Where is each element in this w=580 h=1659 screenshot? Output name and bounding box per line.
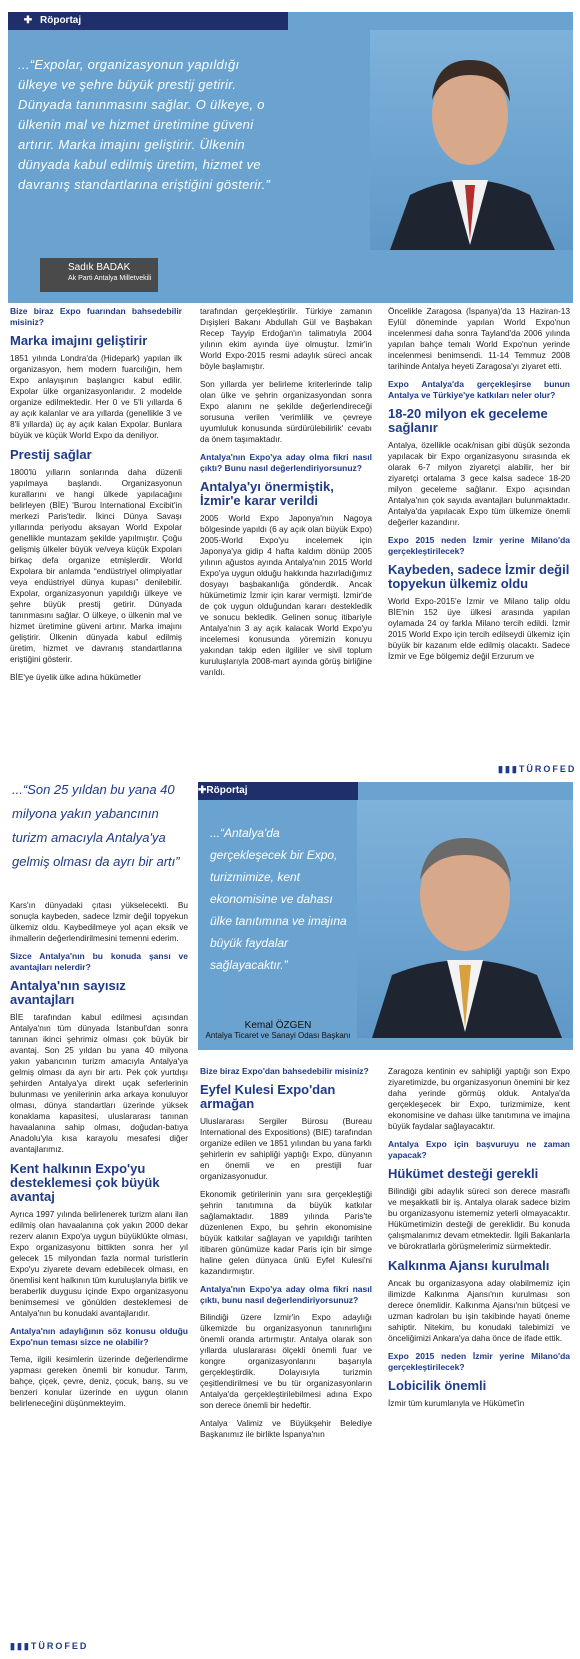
heading: Kaybeden, sadece İzmir değil topyekun ülkemiz oldu — [388, 562, 570, 591]
paragraph: Kars'ın dünyadaki çıtası yükselecekti. Bu sonuçla kaybeden, sadece İzmir değil topyekun ülkemiz oldu. Kaybedilmeye yol açan eksik ve ihmallerin değerlendirilmesini temenni ederim. — [10, 900, 188, 943]
section-tag-bar — [8, 12, 288, 30]
interview1-col2 — [200, 306, 372, 685]
paragraph: 1851 yılında Londra'da (Hidepark) yapılan ilk organizasyon, hem modern fuarcılığın, hem Expo anlayışının başlangıcı kabul edilir. Expolar ülke organizasyonlarıdır. 2 modelde organize edilmektedir. Her 0 ve 5'li yıllarda 6 ay açık kalanlar ve ara yıllarda (genellikle 3 ve 8'li yıllarda) üç ay açık kalan Expolar. Bunlara büyük ve küçük World Expo da deniliyor. — [10, 353, 182, 440]
interview2-col1 — [10, 900, 188, 1416]
question: Expo Antalya'da gerçekleşirse bunun Antalya ve Türkiye'ye katkıları neler olur? — [388, 379, 570, 400]
section-tag: Röportaj — [40, 15, 82, 26]
interviewee1-photo — [370, 30, 573, 250]
paragraph: BİE tarafından kabul edilmesi açısından Antalya'nın tüm dünyada İstanbul'dan sonra tanınan ikinci şehrimiz olması çok büyük bir avantaj. Son 25 yıldan bu yana 40 milyona yakın yabancının turizm amacıyla Antalya'ya gelmiş olması da ayrı bir artı. Pek çok yurtdışı şehirden Antalya'ya direkt uçak seferlerinin bulunması ve yenilerinin arka arkaya konuluyor olması, dünya standartları üzerinde yüksek konaklama kapasitesi, uluslararası tanınan havaalanına sahip olması, doğudan-batıya Anadolu'yla kısa karayolu mesafesi diğer avantajlarımız. — [10, 1012, 188, 1154]
interviewee2-title: Antalya Ticaret ve Sanayi Odası Başkanı — [205, 1031, 351, 1040]
interview1-col3 — [388, 306, 570, 669]
question: Antalya Expo için başvuruyu ne zaman yapacak? — [388, 1139, 570, 1160]
paragraph: Tema, ilgili kesimlerin üzerinde değerlendirme yapması gereken önemli bir konudur. Tarım, bahçe, çiçek, çevre, deniz, çocuk, barış, su ve benzeri konular üzerinde en uygun olanın belirleneceğini düşünmekteyim. — [10, 1354, 188, 1408]
paragraph: Bilindiği üzere İzmir'in Expo adaylığı ülkemizde bu organizasyonun tanınırlığını önemli oranda artırmıştır. Antalya olarak son yıllarda uluslararası ölçekli önemli fuar ve kongre organizasyonlarını başarıyla gerçekleştirdik. Dolayısıyla turizmin çeşitlendirilmesi ve bu tür organizasyonların Antalya'da gerçekleştirilebilmesi adına Expo son derece önemli bir hedeftir. — [200, 1312, 372, 1410]
paragraph: 1800'lü yılların sonlarında daha düzenli yapılmaya başlandı. Organizasyonun kurallarını ve hangi ülkede yapılacağını belirleyen (BİE) 'Burou International Excibit'in merkezi Paris'tedir. İkinci Dünya Savaşı yıllarında periyodu aksayan World Expolar genellikle muntazam şekilde yapılmıştır. Çoğu gelişmiş ülkeler büyük ve/veya küçük Expoları birkaç defa organize etmişlerdir. World Expolara bir anlamda “endüstriyel olimpiyatlar veya endüstriyel dünya kupası” denilebilir. Expolar, organizasyonun yapıldığı ülkeye ve şehre büyük prestij getirir. Dünyada tanınmasını sağlar. O ülkeye, o ülkenin mal ve hizmet üretimine güveni artırır. Marka imajını geliştirir. Ülkenin dünyada kabul edilmiş üretim, hizmet ve davranış standartlarına eriştiğini gösterir. — [10, 467, 182, 664]
paragraph: Öncelikle Zaragosa (İspanya)'da 13 Haziran-13 Eylül döneminde yapılan World Expo'nun incelenmesi daha sonra Tayland'da 2006 yılında yapılan bahçe temalı World Expo'nun yerinde incelenmesi benimsendi. 11-14 Temmuz 2008 tarihinde Antalya heyeti Zaragosa'yı ziyaret etti. — [388, 306, 570, 371]
paragraph: Ancak bu organizasyona aday olabilmemiz için ilimizde Kalkınma Ajansı'nın kurulması son derece önemlidir. Kalkınma Ajansı'nın bütçesi ve uzman kadroları bu işin takibinde hayati öneme sahiptir. Nitekim, bu konudaki talebimizi ve önceliğimizi Ankara'ya daha önce de ifade ettik. — [388, 1278, 570, 1343]
arrows-icon: ✚ — [198, 785, 207, 796]
paragraph: World Expo-2015'e İzmir ve Milano talip oldu BİE'nin 152 üye ülkesi arasında yapılan oylamada 24 oy farkla Milano tercih edildi. İzmir 2015 World Expo için tercih edilseydi ülkemiz için büyük bir kazanım elde edilmiş olacaktı. Sadece İzmir ve Ege bölgemiz değil Erzurum ve — [388, 596, 570, 661]
paragraph: BİE'ye üyelik ülke adına hükümetler — [10, 672, 142, 682]
heading: Marka imajını geliştirir — [10, 333, 148, 348]
paragraph: Bilindiği gibi adaylık süreci son derece masraflı ve meşakkatli bir iş. Antalya olarak sadece bizim bu organizasyonu istememiz yeterli olmayacaktır. Hükümetimizin desteği de gereklidir. Bu konuda çalışmalarımız devam etmektedir. İlgili Bakanlarla ve bürokratlarla görüşmelerimiz sürmektedir. — [388, 1186, 570, 1251]
question: Bize biraz Expo'dan bahsedebilir misiniz? — [200, 1066, 369, 1076]
paragraph: Ayrıca 1997 yılında belirlenerek turizm alanı ilan edilmiş olan havaalanına çok yakın 2000 dekar rezerv alanın Expo'ya uygun büyüklükte olması, Expo organizasyonu bittikten sonra her yıl gelecek 15 milyondan fazla normal turistlerin Expo'yu ziyarete devam edebilecek olması, en önemlisi kent halkının tüm kuruluşlarıyla birlik ve beraberlik duygusu içinde Expo organizasyonu benimsemesi ve gönülden desteklemesi de Antalya'nın bu konudaki avantajlarıdır. — [10, 1209, 188, 1318]
paragraph: Antalya Valimiz ve Büyükşehir Belediye Başkanımız ile birlikte İspanya'nın — [200, 1418, 372, 1439]
brand-logo: ▮▮▮TÜROFED — [498, 764, 577, 774]
heading: 18-20 milyon ek geceleme sağlanır — [388, 406, 548, 435]
interviewee2-photo — [357, 800, 573, 1038]
question: Antalya'nın Expo'ya aday olma fikri nasıl çıktı? Bunu nasıl değerlendiriyorsunuz? — [200, 452, 372, 473]
paragraph: Son yıllarda yer belirleme kriterlerinde talip olan ülke ve şehrin organizasyondan sonra Expo alanını ne şekilde değerlendireceği sorusuna verilen 'verimlilik ve çevreye uyumluluk konusunda sürdürülebilirlik' cevabı da önem taşımaktadır. — [200, 379, 372, 444]
heading: Lobicilik önemli — [388, 1378, 487, 1393]
paragraph: Antalya, özellikle ocak/nisan gibi düşük sezonda yapılacak bir Expo organizasyonu sırasında ek olarak 6-7 milyon ziyaretçi alabilir, her bir ziyaretçi ortalama 3 gece kalsa sadece 18-20 milyon geceleme sağlanır. Expo açısından Antalya'nın çok sayıda avantajları bulunmaktadır. Antalya'da yapılacak Expo tüm ülkemize önemli değerler kazandırır. — [388, 440, 570, 527]
interviewee2-name: Kemal ÖZGEN — [244, 1020, 312, 1031]
paragraph: Ekonomik getirilerinin yanı sıra gerçekleştiği şehrin tanıtımına da büyük katkılar sağlamaktadır. 1889 yılında Paris'te düzenlenen Expo, bu şehrin ekonomisine büyük katkılar sağlayan ve yapıldığı tarihten itibaren günümüze kadar Paris için bir simge haline gelen dünyaca ünlü Eyfel Kulesi'ni kazandırmıştır. — [200, 1189, 372, 1276]
interview2-quote: ...“Antalya'da gerçekleşecek bir Expo, turizmimize, kent ekonomisine ve dahası ülke tanıtımına ve imajına büyük faydalar sağlayacaktır.” — [210, 826, 347, 972]
interview2-col2 — [200, 1066, 372, 1447]
bars-icon: ▮▮▮ — [10, 1641, 31, 1651]
heading: Antalya'yı önermiştik, İzmir'e karar verildi — [200, 479, 334, 508]
interviewee2-caption — [198, 1020, 358, 1050]
paragraph: tarafından gerçekleştirilir. Türkiye zamanın Dışişleri Bakanı Abdullah Gül ve Başbakan Recep Tayyip Erdoğan'ın talimatıyla 2004 yılının ekim ayında üye olmuştur. İzmir'in World Expo-2015 resmi adaylık süreci ancak böyle başlamıştır. — [200, 306, 372, 371]
bars-icon: ▮▮▮ — [498, 764, 519, 774]
question: Antalya'nın adaylığının söz konusu olduğu Expo'nun teması sizce ne olabilir? — [10, 1326, 188, 1347]
heading: Kalkınma Ajansı kurulmalı — [388, 1258, 550, 1273]
paragraph: Uluslararası Sergiler Bürosu (Bureau International des Expositions) (BIE) tarafından organize edilen ve 1851 yılından bu yana farklı şehirlerin ev sahipliği yaptığı Expo, dünyanın en önemli ve en prestijli fuar organizasyonudur. — [200, 1116, 372, 1181]
question: Expo 2015 neden İzmir yerine Milano'da gerçekleştirilecek? — [388, 535, 570, 556]
section-tag-bar-2 — [198, 782, 358, 800]
interview2-col3 — [388, 1066, 570, 1416]
paragraph: Zaragoza kentinin ev sahipliği yaptığı son Expo ziyaretimizde, bu organizasyonun önemini bir kez daha yerinde görmüş olduk. Antalya'da gerçekleşecek bir Expo, turizmimize, kent ekonomisine ve dahası ülke tanıtımına ve imajına büyük faydalar sağlayacaktır. — [388, 1066, 570, 1131]
paragraph: İzmir tüm kurumlarıyla ve Hükümet'in — [388, 1398, 525, 1408]
interview1-col1 — [10, 306, 182, 690]
heading: Antalya'nın sayısız avantajları — [10, 978, 126, 1007]
interviewee1-name: Sadık BADAK — [68, 262, 131, 273]
question: Antalya'nın Expo'ya aday olma fikri nasıl çıktı, bunu nasıl değerlendiriyorsunuz? — [200, 1284, 372, 1305]
heading: Eyfel Kulesi Expo'dan armağan — [200, 1082, 336, 1111]
question: Sizce Antalya'nın bu konuda şansı ve avantajları nelerdir? — [10, 951, 188, 972]
brand-logo-bottom: ▮▮▮TÜROFED — [10, 1641, 89, 1651]
arrows-icon: ✚ — [23, 15, 33, 26]
paragraph: 2005 World Expo Japonya'nın Nagoya bölgesinde yapıldı (6 ay açık olan büyük Expo) 2005-World Expo'yu incelemek için Japonya'ya gidip 4 hafta kaldım dönüp 2005 yılının ağustos ayında Antalya'nın 2015 World Expo'ya uygun olduğu hakkında hazırladığımız dosyayı başbakanlığa gönderdik. Ancak hükümetimiz İzmir için karar vermişti. İzmir'de de çok uygun olduğundan kararı destekledik ve sonucu bekledik. Gelinen sonuç itibariyle Antalya'nın 3 ay açık kalacak World Expo'yu incelemesi konusunda yöremizin konuyu yakından takip eden ilgililer ve sivil toplum kuruluşlarıyla 2008-mart ayında görüş birliğine varıldı. — [200, 513, 372, 677]
interviewee1-caption — [40, 258, 158, 292]
question: Bize biraz Expo fuarından bahsedebilir misiniz? — [10, 306, 182, 327]
interview2-pull-quote: ...“Son 25 yıldan bu yana 40 milyona yakın yabancının turizm amacıyla Antalya'ya gelmiş olması da ayrı bir artı” — [12, 782, 180, 869]
section-tag: Röportaj — [206, 785, 248, 796]
interviewee1-title: Ak Parti Antalya Milletvekili — [68, 275, 152, 282]
interview1-quote: ...“Expolar, organizasyonun yapıldığı ülkeye ve şehre büyük prestij getirir. Dünyada tanınmasını sağlar. O ülkeye, o ülkenin mal ve hizmet üretimine güveni artırır. Marka imajını geliştirir. Ülkenin dünyada kabul edilmiş üretim, hizmet ve davranış standartlarına eriştiğini gösterir.” — [18, 57, 271, 192]
question: Expo 2015 neden İzmir yerine Milano'da gerçekleştirilecek? — [388, 1351, 570, 1372]
heading: Kent halkının Expo'yu desteklemesi çok büyük avantaj — [10, 1161, 160, 1204]
heading: Hükümet desteği gerekli — [388, 1166, 539, 1181]
heading: Prestij sağlar — [10, 447, 92, 462]
